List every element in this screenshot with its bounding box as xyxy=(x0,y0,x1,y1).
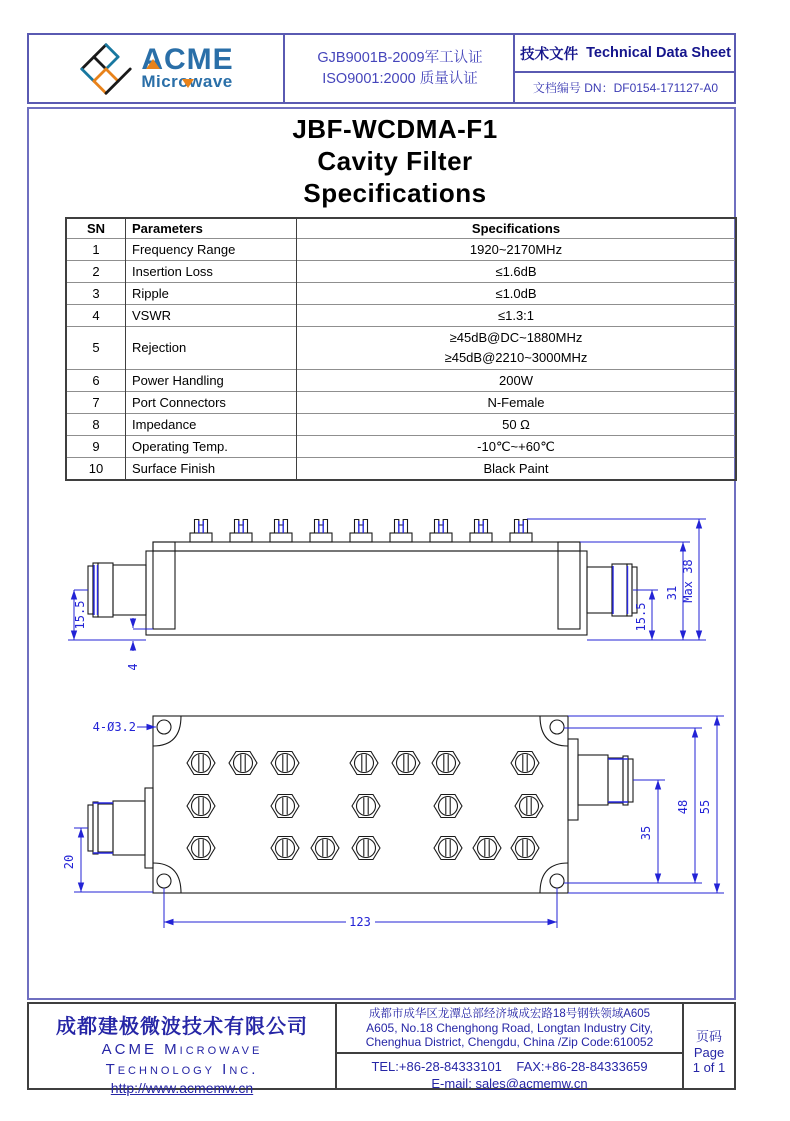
hex-nut xyxy=(432,752,460,775)
spec-table-body xyxy=(66,239,736,481)
hex-nut xyxy=(271,752,299,775)
cell-parameter: VSWR xyxy=(126,305,297,327)
dim-20: 20 xyxy=(62,854,76,870)
table-row xyxy=(66,458,736,481)
table-row xyxy=(66,436,736,458)
dim-31: 31 xyxy=(665,585,679,601)
cell-specification: 50 Ω xyxy=(297,414,737,436)
cell-sn: 8 xyxy=(66,414,126,436)
cell-specification: ≤1.0dB xyxy=(297,283,737,305)
top-right-connector xyxy=(568,739,633,820)
mounting-hole xyxy=(550,720,564,734)
tuning-screw xyxy=(350,520,372,543)
brand-block xyxy=(141,43,234,91)
cell-parameter: Insertion Loss xyxy=(126,261,297,283)
cell-specification: -10℃~+60℃ xyxy=(297,436,737,458)
cell-specification: Black Paint xyxy=(297,458,737,481)
phone-block xyxy=(337,1059,682,1074)
spec-table xyxy=(65,217,737,481)
doc-info xyxy=(513,35,736,102)
table-row xyxy=(66,305,736,327)
header xyxy=(27,33,736,104)
footer-page-cell xyxy=(682,1004,734,1088)
doc-type-en: Technical Data Sheet xyxy=(586,45,731,61)
page-value: 1 of 1 xyxy=(692,1060,726,1075)
hex-nut xyxy=(271,795,299,818)
title-model: JBF-WCDMA-F1 xyxy=(292,114,498,144)
hex-nut xyxy=(271,837,299,860)
company-name-en-2: Technology Inc. xyxy=(105,1061,259,1078)
tuning-screw xyxy=(230,520,252,543)
cell-parameter: Frequency Range xyxy=(126,239,297,261)
cell-specification: ≤1.6dB xyxy=(297,261,737,283)
cell-parameter: Ripple xyxy=(126,283,297,305)
dim-max-38: Max 38 xyxy=(681,559,695,603)
dim-holes-4-d3-2: 4-Ø3.2 xyxy=(92,720,136,734)
cell-sn: 10 xyxy=(66,458,126,481)
cell-sn: 1 xyxy=(66,239,126,261)
table-row xyxy=(66,414,736,436)
doc-type-row xyxy=(515,35,736,73)
email-block xyxy=(337,1076,682,1091)
dim-48: 48 xyxy=(676,799,690,815)
side-right-connector xyxy=(587,564,637,616)
table-row xyxy=(66,370,736,392)
doc-type-cn: 技术文件 xyxy=(520,46,579,63)
dim-123: 123 xyxy=(349,915,371,929)
top-view xyxy=(88,716,633,893)
hex-nut xyxy=(350,752,378,775)
cell-sn: 9 xyxy=(66,436,126,458)
table-row xyxy=(66,261,736,283)
hex-nuts xyxy=(187,752,543,860)
acme-logo-icon xyxy=(78,42,134,96)
tuning-screw xyxy=(470,520,492,543)
address-en-1: A605, No.18 Chenghong Road, Longtan Industry City, xyxy=(366,1021,653,1035)
table-row xyxy=(66,327,736,370)
hex-nut xyxy=(229,752,257,775)
dim-4: 4 xyxy=(126,663,140,671)
tuning-screw xyxy=(390,520,412,543)
dim-right-15-5: 15.5 xyxy=(634,602,648,632)
cell-sn: 6 xyxy=(66,370,126,392)
address-cn: 成都市成华区龙潭总部经济城成宏路18号钢铁领域A605 xyxy=(368,1008,651,1020)
tuning-screw xyxy=(510,520,532,543)
cell-parameter: Impedance xyxy=(126,414,297,436)
col-header-specifications: Specifications xyxy=(297,218,737,239)
hex-nut xyxy=(511,752,539,775)
cell-parameter: Rejection xyxy=(126,327,297,370)
hex-nut xyxy=(352,837,380,860)
hex-nut xyxy=(434,795,462,818)
cell-parameter: Surface Finish xyxy=(126,458,297,481)
col-header-sn: SN xyxy=(66,218,126,239)
technical-drawings xyxy=(30,495,750,965)
footer-contact-cell xyxy=(335,1004,682,1091)
hex-nut xyxy=(311,837,339,860)
dim-35: 35 xyxy=(639,825,653,841)
hex-nut xyxy=(434,837,462,860)
hex-nut xyxy=(187,837,215,860)
title-product: Cavity Filter xyxy=(317,146,473,176)
spec-table-header-row xyxy=(66,218,736,239)
cert-line-2: ISO9001:2000 质量认证 xyxy=(322,70,478,87)
brand-name: ACME xyxy=(141,43,234,76)
tuning-screw xyxy=(430,520,452,543)
mounting-hole xyxy=(157,720,171,734)
top-left-connector xyxy=(88,788,153,868)
top-view-dimensions xyxy=(62,716,724,929)
email-link[interactable]: sales@acmemw.cn xyxy=(475,1076,588,1091)
cell-sn: 4 xyxy=(66,305,126,327)
dim-55: 55 xyxy=(698,799,712,815)
title-section: Specifications xyxy=(303,178,487,208)
doc-number-value: DF0154-171127-A0 xyxy=(613,80,719,95)
doc-number-label: 文档编号 DN： xyxy=(532,81,614,95)
side-left-connector xyxy=(88,563,146,617)
hex-nut xyxy=(515,795,543,818)
cell-sn: 7 xyxy=(66,392,126,414)
tuning-screw xyxy=(190,520,212,543)
cell-parameter: Power Handling xyxy=(126,370,297,392)
tuning-screw xyxy=(270,520,292,543)
hex-nut xyxy=(392,752,420,775)
doc-number-row xyxy=(515,73,736,102)
brand-a-triangle-icon xyxy=(146,59,160,69)
brand-w-triangle-icon xyxy=(182,79,194,88)
cell-sn: 3 xyxy=(66,283,126,305)
tuning-screw xyxy=(310,520,332,543)
cell-sn: 5 xyxy=(66,327,126,370)
table-row xyxy=(66,392,736,414)
cell-specification: 1920~2170MHz xyxy=(297,239,737,261)
cell-specification: ≥45dB@DC~1880MHz ≥45dB@2210~3000MHz xyxy=(297,327,737,370)
table-row xyxy=(66,239,736,261)
mounting-hole xyxy=(550,874,564,888)
cell-specification: 200W xyxy=(297,370,737,392)
col-header-parameters: Parameters xyxy=(126,218,297,239)
hex-nut xyxy=(473,837,501,860)
side-view xyxy=(88,520,637,636)
table-row xyxy=(66,283,736,305)
tel-number: TEL:+86-28-84333101 xyxy=(371,1059,502,1074)
dim-left-15-5: 15.5 xyxy=(73,600,87,630)
cell-specification: ≤1.3:1 xyxy=(297,305,737,327)
footer xyxy=(27,1002,736,1096)
page-title xyxy=(0,113,790,209)
fax-number: FAX:+86-28-84333659 xyxy=(516,1059,648,1074)
brand-subname: Microwave xyxy=(141,72,233,91)
mounting-hole xyxy=(157,874,171,888)
address-en-2: Chenghua District, Chengdu, China /Zip Code:610052 xyxy=(365,1035,654,1049)
hex-nut xyxy=(187,795,215,818)
company-website-link[interactable]: http://www.acmemw.cn xyxy=(110,1080,254,1096)
cell-parameter: Port Connectors xyxy=(126,392,297,414)
cell-sn: 2 xyxy=(66,261,126,283)
company-name-en-1: ACME Microwave xyxy=(101,1041,263,1058)
tuning-screws xyxy=(190,520,532,543)
certifications xyxy=(283,35,515,102)
cert-line-1: GJB9001B-2009军工认证 xyxy=(317,49,483,66)
logo-cell xyxy=(29,35,283,102)
cell-parameter: Operating Temp. xyxy=(126,436,297,458)
acme-logo xyxy=(78,42,233,96)
address-block xyxy=(337,1004,682,1054)
cell-specification: N-Female xyxy=(297,392,737,414)
hex-nut xyxy=(187,752,215,775)
company-name-cn: 成都建极微波技术有限公司 xyxy=(56,1016,308,1038)
hex-nut xyxy=(511,837,539,860)
page-label: 页码 Page xyxy=(693,1029,725,1060)
email-label: E-mail: xyxy=(431,1076,472,1091)
hex-nut xyxy=(352,795,380,818)
footer-company-cell xyxy=(29,1004,335,1096)
